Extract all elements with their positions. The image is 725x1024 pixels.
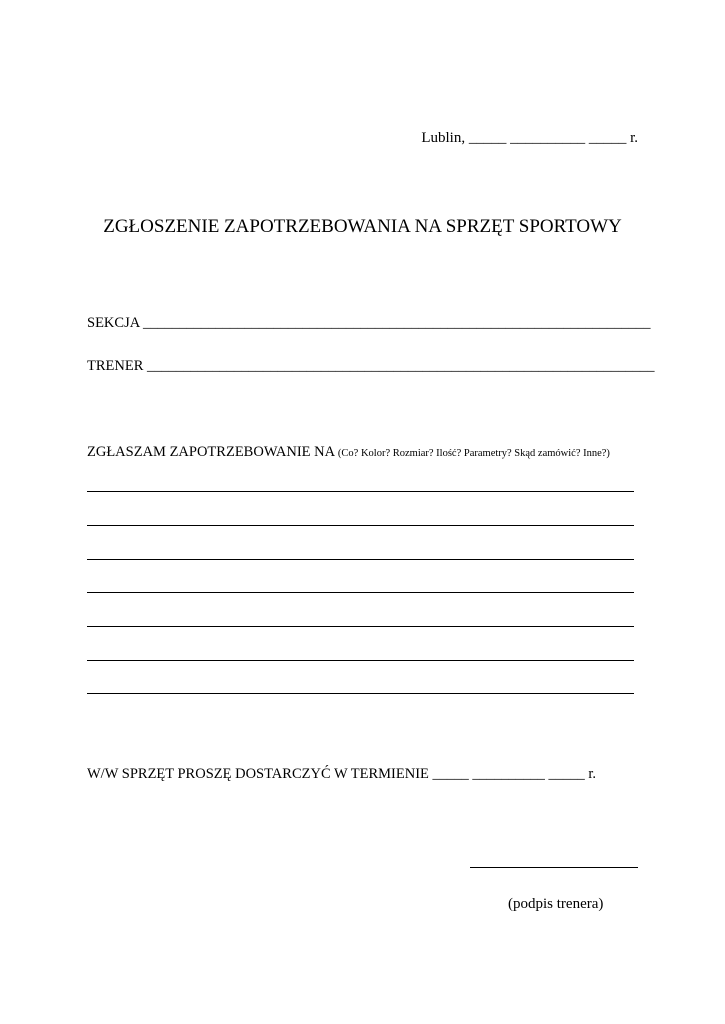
trener-field[interactable]: TRENER ______________________________________________________________________: [87, 358, 655, 374]
place-date-line: Lublin, _____ __________ _____ r.: [421, 130, 638, 146]
page-title: ZGŁOSZENIE ZAPOTRZEBOWANIA NA SPRZĘT SPORTOWY: [103, 216, 622, 237]
request-blank-line[interactable]: [87, 559, 634, 560]
request-blank-line[interactable]: [87, 525, 634, 526]
request-blank-line[interactable]: [87, 693, 634, 694]
signature-caption: (podpis trenera): [508, 896, 604, 912]
signature-line[interactable]: [470, 867, 638, 868]
request-hint: (Co? Kolor? Rozmiar? Ilość? Parametry? Skąd zamówić? Inne?): [337, 448, 610, 459]
request-blank-line[interactable]: [87, 491, 634, 492]
request-heading: [87, 443, 610, 463]
request-blank-line[interactable]: [87, 660, 634, 661]
request-blank-line[interactable]: [87, 592, 634, 593]
sekcja-field[interactable]: SEKCJA ______________________________________________________________________: [87, 315, 651, 331]
request-blank-line[interactable]: [87, 626, 634, 627]
delivery-deadline-line[interactable]: W/W SPRZĘT PROSZĘ DOSTARCZYĆ W TERMIENIE _____ __________ _____ r.: [87, 766, 597, 782]
request-label: ZGŁASZAM ZAPOTRZEBOWANIE NA: [87, 444, 338, 460]
